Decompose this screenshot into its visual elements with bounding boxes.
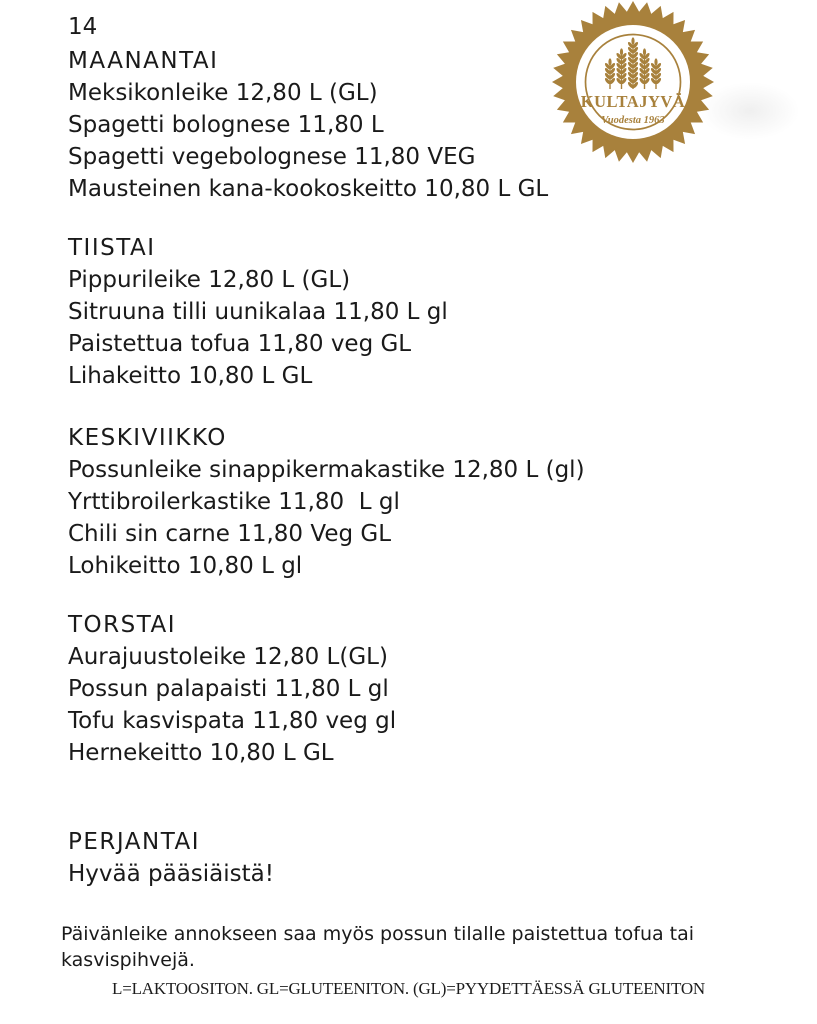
day-section-perjantai [68, 826, 274, 890]
day-section-torstai [68, 609, 396, 769]
menu-item: Lohikeitto 10,80 L gl [68, 553, 303, 579]
day-section-keskiviikko [68, 422, 585, 582]
menu-item: Yrttibroilerkastike 11,80 L gl [68, 489, 400, 515]
substitution-note: Päivänleike annokseen saa myös possun tilalle paistettua tofua tai kasvispihvejä. [61, 923, 695, 971]
menu-item: Meksikonleike 12,80 L (GL) [68, 80, 378, 106]
menu-item: Spagetti bolognese 11,80 L [68, 112, 384, 138]
kultajyva-logo [551, 0, 715, 164]
menu-item: Paistettua tofua 11,80 veg GL [68, 331, 412, 357]
menu-item: Lihakeitto 10,80 L GL [68, 363, 313, 389]
page-number: 14 [68, 14, 98, 40]
day-section-maanantai [68, 45, 548, 205]
day-heading: TORSTAI [68, 612, 177, 638]
menu-item: Possun palapaisti 11,80 L gl [68, 676, 389, 702]
day-heading: PERJANTAI [68, 829, 200, 855]
menu-item: Mausteinen kana-kookoskeitto 10,80 L GL [68, 176, 549, 202]
menu-item: Spagetti vegebolognese 11,80 VEG [68, 144, 476, 170]
menu-item: Hyvää pääsiäistä! [68, 861, 274, 887]
menu-item: Hernekeitto 10,80 L GL [68, 740, 334, 766]
menu-item: Possunleike sinappikermakastike 12,80 L (gl) [68, 457, 585, 483]
menu-item: Chili sin carne 11,80 Veg GL [68, 521, 392, 547]
day-heading: MAANANTAI [68, 48, 219, 74]
seal-badge [551, 0, 715, 164]
logo-tagline: Vuodesta 1963 [601, 115, 665, 126]
menu-item: Aurajuustoleike 12,80 L(GL) [68, 644, 388, 670]
menu-item: Tofu kasvispata 11,80 veg gl [68, 708, 397, 734]
menu-item: Pippurileike 12,80 L (GL) [68, 267, 351, 293]
day-section-tiistai [68, 232, 448, 392]
logo-name: KULTAJYVÄ [580, 92, 686, 111]
menu-item: Sitruuna tilli uunikalaa 11,80 L gl [68, 299, 448, 325]
day-heading: TIISTAI [68, 235, 156, 261]
diet-legend: L=LAKTOOSITON. GL=GLUTEENITON. (GL)=PYYDETTÄESSÄ GLUTEENITON [112, 979, 705, 998]
day-heading: KESKIVIIKKO [68, 425, 227, 451]
scan-smudge [700, 82, 800, 140]
